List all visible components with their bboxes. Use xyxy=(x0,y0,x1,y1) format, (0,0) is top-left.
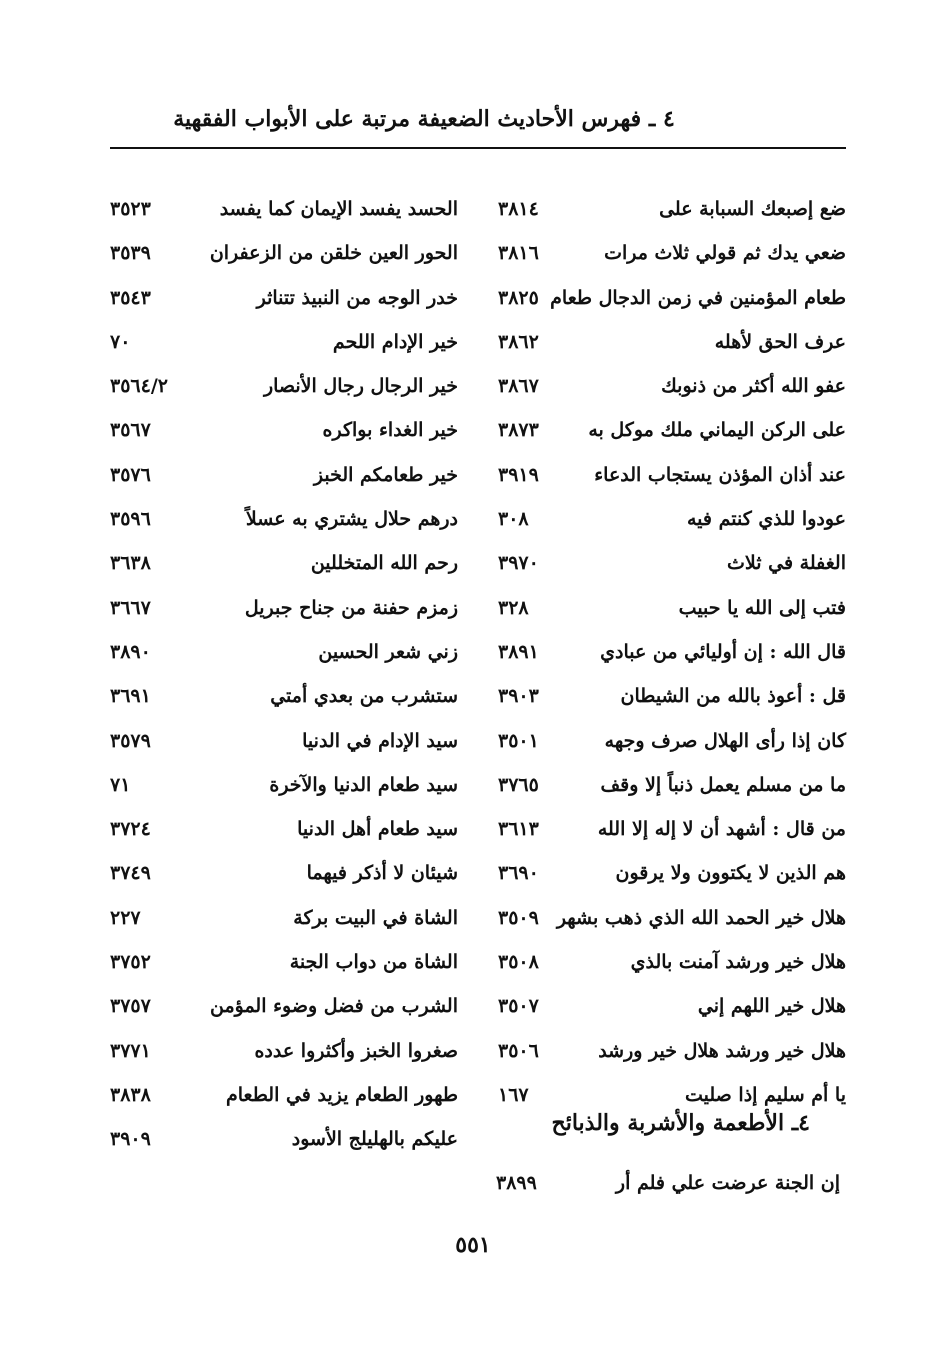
entry-text: هلال خير اللهم إني xyxy=(697,995,846,1018)
entry-text: الغفلة في ثلاث xyxy=(727,552,846,575)
entry-number: ٣٦٩٠ xyxy=(498,862,539,885)
index-entry xyxy=(490,190,846,234)
entry-text: عفو الله أكثر من ذنوبك xyxy=(661,375,846,398)
entry-text: شيئان لا أذكر فيهما xyxy=(306,862,458,885)
entry-text: يا أم سليم إذا صليت xyxy=(685,1083,846,1106)
entry-number: ٣٢٨ xyxy=(498,596,529,619)
index-entry xyxy=(490,323,846,367)
header-rule xyxy=(110,147,846,149)
entry-text: ضعي يدك ثم قولي ثلاث مرات xyxy=(604,242,846,265)
index-entry xyxy=(490,633,846,677)
entry-text: الشرب من فضل وضوء المؤمن xyxy=(209,995,458,1018)
entry-text: الشاة في البيت بركة xyxy=(293,906,458,929)
index-entry xyxy=(108,456,458,500)
entry-number: ١٦٧ xyxy=(498,1083,529,1106)
entry-number: ٣٧٥٢ xyxy=(110,951,151,974)
index-entry xyxy=(108,544,458,588)
entry-number: ٢٢٧ xyxy=(110,906,141,929)
entry-text: الحسد يفسد الإيمان كما يفسد xyxy=(219,198,458,220)
index-entry xyxy=(490,943,846,987)
index-entry xyxy=(108,677,458,721)
entry-text: خير الرجال رجال الأنصار xyxy=(263,375,458,398)
section-entry xyxy=(490,1164,846,1208)
entry-number: ٣٥٦٤/٢ xyxy=(110,375,168,398)
entry-number: ٣٦١٣ xyxy=(498,818,539,841)
entry-number: ٧٠ xyxy=(110,330,131,353)
index-entry xyxy=(108,190,458,234)
entry-text: إن الجنة عرضت علي فلم أر xyxy=(615,1172,840,1194)
entry-number: ٧١ xyxy=(110,773,131,796)
index-entry xyxy=(490,677,846,721)
entry-number: ٣٥٠٦ xyxy=(498,1039,539,1062)
index-entry xyxy=(108,1032,458,1076)
index-entry xyxy=(108,1120,458,1164)
entry-text: عرف الحق لأهله xyxy=(714,330,846,353)
entry-text: كان إذا رأى الهلال صرف وجهه xyxy=(604,729,846,752)
section-heading: ٤ـ الأطعمة والأشربة والذبائح xyxy=(551,1110,810,1136)
entry-number: ٣٥٤٣ xyxy=(110,286,151,309)
entry-text: خدر الوجه من النبيذ تتناثر xyxy=(256,286,458,309)
entry-text: ما من مسلم يعمل ذنباً إلا وقف xyxy=(600,773,846,796)
index-entry xyxy=(108,411,458,455)
entry-number: ٣٦٦٧ xyxy=(110,596,151,619)
index-entry xyxy=(108,279,458,323)
entry-number: ٣٨٩٠ xyxy=(110,640,151,663)
entry-text: الحور العين خلقن من الزعفران xyxy=(209,242,458,265)
index-entry xyxy=(490,589,846,633)
index-entry xyxy=(490,899,846,943)
index-entry xyxy=(108,589,458,633)
entry-text: هم الذين لا يكتوون ولا يرقون xyxy=(615,862,846,885)
entry-text: سيد طعام الدنيا والآخرة xyxy=(269,773,458,796)
entry-number: ٣٠٨ xyxy=(498,508,529,531)
entry-number: ٣٨١٦ xyxy=(498,242,539,265)
entry-number: ٣٥٠٩ xyxy=(498,906,539,929)
entry-number: ٣٨٦٧ xyxy=(498,375,539,398)
entry-number: ٣٥٧٩ xyxy=(110,729,151,752)
entry-text: عليكم بالهليلج الأسود xyxy=(291,1128,458,1151)
entry-number: ٣٨١٤ xyxy=(498,198,539,220)
entry-number: ٣٥٠٧ xyxy=(498,995,539,1018)
index-entry xyxy=(490,766,846,810)
entry-text: طهور الطعام يزيد في الطعام xyxy=(225,1083,458,1106)
index-entry xyxy=(108,987,458,1031)
entry-number: ٣٨٩١ xyxy=(498,640,539,663)
entry-text: قل : أعوذ بالله من الشيطان xyxy=(620,685,846,708)
entry-number: ٣٩٠٣ xyxy=(498,685,539,708)
entry-text: خير الإدام اللحم xyxy=(332,330,458,353)
entry-number: ٣٦٩١ xyxy=(110,685,151,708)
entry-number: ٣٨٧٣ xyxy=(498,419,539,442)
entry-number: ٣٨٦٢ xyxy=(498,330,539,353)
index-entry xyxy=(108,1076,458,1120)
entry-text: هلال خير الحمد الله الذي ذهب بشهر xyxy=(556,906,846,929)
entry-number: ٣٧٥٧ xyxy=(110,995,151,1018)
index-entry xyxy=(108,854,458,898)
entry-text: سيد الإدام في الدنيا xyxy=(302,729,458,752)
index-column-left xyxy=(108,190,458,1165)
entry-text: فتب إلى الله يا حبيب xyxy=(678,596,846,619)
entry-number: ٣٧٢٤ xyxy=(110,818,151,841)
entry-number: ٣٧٦٥ xyxy=(498,773,539,796)
entry-text: هلال خير ورشد هلال خير ورشد xyxy=(598,1039,846,1062)
index-entry xyxy=(108,722,458,766)
entry-number: ٣٧٤٩ xyxy=(110,862,151,885)
index-entry xyxy=(490,722,846,766)
entry-text: قال الله : إن أوليائي من عبادي xyxy=(600,640,846,663)
entry-text: خير الغداء بواكره xyxy=(322,419,458,442)
index-entry xyxy=(490,367,846,411)
entry-number: ٣٥٠١ xyxy=(498,729,539,752)
index-column-right xyxy=(490,190,846,1120)
entry-number: ٣٥٣٩ xyxy=(110,242,151,265)
index-entry xyxy=(108,234,458,278)
entry-number: ٣٩٠٩ xyxy=(110,1128,151,1151)
entry-text: صغروا الخبز وأكثروا عدده xyxy=(254,1039,458,1062)
index-entry xyxy=(490,810,846,854)
index-entry xyxy=(108,633,458,677)
entry-text: ضع إصبعك السبابة على xyxy=(659,198,846,220)
index-entry xyxy=(108,367,458,411)
index-entry xyxy=(490,1032,846,1076)
entry-text: هلال خير ورشد آمنت بالذي xyxy=(630,951,846,974)
entry-text: عودوا للذي كنتم فيه xyxy=(687,508,846,531)
entry-text: على الركن اليماني ملك موكل به xyxy=(588,419,846,442)
index-entry xyxy=(490,234,846,278)
entry-text: خير طعامكم الخبز xyxy=(313,463,458,486)
index-entry xyxy=(490,500,846,544)
entry-text: زمزم حفنة من جناح جبريل xyxy=(244,596,458,619)
entry-text: عند أذان المؤذن يستجاب الدعاء xyxy=(594,463,846,486)
entry-number: ٣٨٩٩ xyxy=(496,1172,537,1194)
entry-number: ٣٥٦٧ xyxy=(110,419,151,442)
entry-number: ٣٩١٩ xyxy=(498,463,539,486)
entry-number: ٣٦٣٨ xyxy=(110,552,151,575)
index-entry xyxy=(108,943,458,987)
index-entry xyxy=(490,456,846,500)
entry-number: ٣٥٩٦ xyxy=(110,508,151,531)
entry-text: سيد طعام أهل الدنيا xyxy=(297,818,458,841)
index-entry xyxy=(490,987,846,1031)
entry-text: الشاة من دواب الجنة xyxy=(289,951,458,974)
index-entry xyxy=(490,411,846,455)
index-entry xyxy=(490,544,846,588)
entry-text: ستشرب من بعدي أمتي xyxy=(270,685,458,708)
entry-text: من قال : أشهد أن لا إله إلا الله xyxy=(597,818,846,841)
entry-number: ٣٥٢٣ xyxy=(110,198,151,220)
entry-text: درهم حلال يشتري به عسلاً xyxy=(245,508,458,531)
entry-number: ٣٧٧١ xyxy=(110,1039,151,1062)
index-entry xyxy=(108,500,458,544)
entry-text: رحم الله المتخللين xyxy=(310,552,458,575)
page-number: ٥٥١ xyxy=(455,1232,491,1258)
entry-number: ٣٨٢٥ xyxy=(498,286,539,309)
index-entry xyxy=(108,766,458,810)
entry-number: ٣٥٧٦ xyxy=(110,463,151,486)
index-entry xyxy=(108,810,458,854)
entry-text: زني شعر الحسين xyxy=(318,640,458,663)
entry-number: ٣٨٣٨ xyxy=(110,1083,151,1106)
index-entry xyxy=(490,279,846,323)
index-entry xyxy=(108,323,458,367)
index-entry xyxy=(108,899,458,943)
entry-number: ٣٥٠٨ xyxy=(498,951,539,974)
page-title: ٤ ـ فهرس الأحاديث الضعيفة مرتبة على الأبواب الفقهية xyxy=(173,106,675,132)
index-entry xyxy=(490,854,846,898)
entry-number: ٣٩٧٠ xyxy=(498,552,539,575)
entry-text: طعام المؤمنين في زمن الدجال طعام xyxy=(550,286,846,309)
